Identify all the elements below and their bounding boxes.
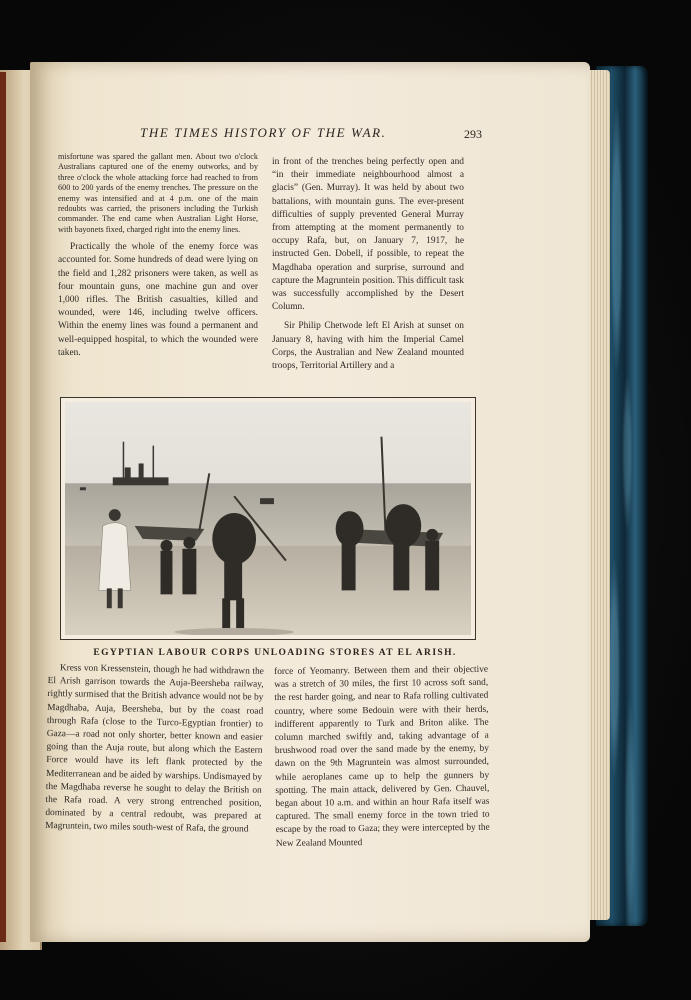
column-bottom-right	[274, 664, 490, 851]
paragraph: in front of the trenches being perfectly open and “in their immediate neighbourhood almost a glacis” (Gen. Murray). It was held by about two battalions, with mountain guns. The ever-present difficulties of supply prevented General Murray from attempting at the moment permanently to occupy Rafa, but, on January 7, 1917, he instructed Gen. Dobell, if possible, to repeat the Magdhaba operation and surprise, surround and capture the Magruntein position. This difficult task was successfully accomplished by the Desert Column.	[272, 157, 464, 313]
paragraph: Sir Philip Chetwode left El Arish at sunset on January 8, having with him the Imperial Camel Corps, the Australian and New Zealand mounted troops, Territorial Artillery and a	[272, 321, 464, 372]
paragraph: Practically the whole of the enemy force was accounted for. Some hundreds of dead were lying on the field and 1,282 prisoners were taken, as well as four mountain guns, one machine gun and over 1,000 rifles. The British casualties, killed and wounded, were 146, including twelve officers. Within the enemy lines was found a permanent and well-equipped hospital, to which the wounded were taken.	[58, 242, 258, 358]
running-head: THE TIMES HISTORY OF THE WAR.	[140, 125, 387, 140]
page-number: 293	[464, 127, 482, 141]
paragraph: Kress von Kressenstein, though he had withdrawn the El Arish garrison towards the Auja-Beersheba railway, rightly surmised that the British advance would not be by Magdhaba, Auja, Beersheba, but by the coast road through Rafa (close to the Turco-Egyptian frontier) to Gaza—a road not only shorter, better known and easier going than the Auja route, but along which the Eastern Force would have its left flank protected by the Mediterranean and be aided by warships. Undismayed by the Magdhaba reverse he sought to delay the British on the Rafa road. A very strong entrenched position, dominated by a central redoubt, was prepared at Magruntein, two miles south-west of Rafa, the ground	[45, 663, 264, 835]
paragraph: misfortune was spared the gallant men. About two o'clock Australians captured one of the enemy outworks, and by three o'clock the whole attacking force had reached to from 600 to 200 yards of the enemy trenches. The pressure on the enemy was intensified and at 4 p.m. one of the main redoubts was carried, the prisoners including the Turkish commander. The end came when Australian Light Horse, with bayonets fixed, charged right into the enemy lines.	[58, 152, 258, 234]
column-top-right	[272, 156, 464, 373]
photo-image	[65, 402, 471, 635]
photograph	[60, 397, 476, 640]
column-bottom-left	[45, 662, 264, 837]
left-cover-edge	[0, 72, 6, 942]
photo-caption: EGYPTIAN LABOUR CORPS UNLOADING STORES AT EL ARISH.	[93, 648, 457, 658]
paragraph: force of Yeomanry. Between them and their objective was a stretch of 30 miles, the first 10 across soft sand, the rest harder going, and near to Rafa rolling cultivated country, where some Bedouin were with their herds, indifferent apparently to Turk and Briton alike. The column marched swiftly and, taking advantage of a brushwood road over the sand made by the enemy, by dawn on the 9th Magruntein was almost surrounded, while aeroplanes came up to help the gunners by spotting. The main attack, delivered by Gen. Chauvel, began about 10 a.m. and within an hour Rafa itself was captured. The small enemy force in the town tried to escape by the road to Gaza; they were intercepted by the New Zealand Mounted	[274, 664, 490, 849]
column-top-left	[58, 152, 258, 360]
